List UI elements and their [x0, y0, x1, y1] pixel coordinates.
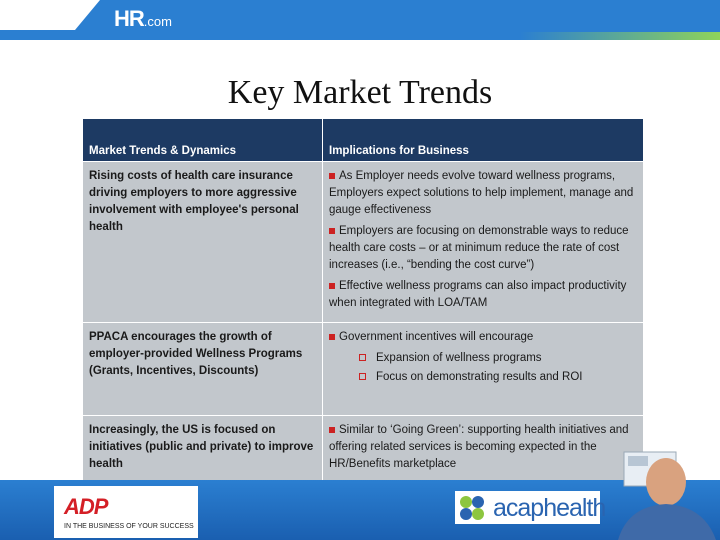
implication-point [329, 223, 637, 274]
implication-text: Employers are focusing on demonstrable ways to reduce health care costs – or at minimum reduce the rate of cost increases (i.e., “bending the cost curve”) [329, 225, 629, 271]
table-row [83, 162, 644, 323]
acaphealth-wordmark: acaphealth [493, 494, 606, 522]
hr-com-logo [114, 6, 172, 32]
trend-cell: PPACA encourages the growth of employer-provided Wellness Programs (Grants, Incentives, Discounts) [83, 323, 323, 416]
implications-cell [323, 416, 644, 484]
implication-text: Similar to ‘Going Green’: supporting health initiatives and offering related services is becoming expected in the HR/Benefits marketplace [329, 424, 629, 470]
bullet-icon [329, 334, 335, 340]
implication-point [329, 168, 637, 219]
top-banner [0, 0, 720, 40]
implications-cell [323, 162, 644, 323]
checkbox-bullet-icon [359, 373, 366, 380]
person-at-computer-image [608, 448, 720, 540]
implication-subpoint [359, 369, 637, 386]
table-row [83, 416, 644, 484]
implication-text: Government incentives will encourage [339, 331, 534, 343]
table-row [83, 323, 644, 416]
green-streak [520, 32, 720, 40]
checkbox-bullet-icon [359, 354, 366, 361]
implication-text: Effective wellness programs can also impact productivity when integrated with LOA/TAM [329, 280, 627, 309]
slide-title: Key Market Trends [227, 74, 493, 111]
bullet-icon [329, 427, 335, 433]
table-header-row [83, 119, 644, 162]
logo-main-text: HR [114, 6, 144, 31]
acaphealth-icon [457, 493, 487, 523]
implication-text: As Employer needs evolve toward wellness programs, Employers expect solutions to help implement, manage and gauge effectiveness [329, 170, 634, 216]
adp-logo-mark: ADP [64, 494, 108, 519]
implication-point [329, 329, 637, 346]
bullet-icon [329, 228, 335, 234]
implication-point [329, 278, 637, 312]
adp-tagline: IN THE BUSINESS OF YOUR SUCCESS [64, 523, 194, 530]
trend-cell: Rising costs of health care insurance driving employers to more aggressive involvement with employee's personal health [83, 162, 323, 323]
acaphealth-logo [455, 491, 606, 524]
header-trends: Market Trends & Dynamics [83, 119, 323, 162]
trends-table [83, 119, 644, 483]
implications-cell [323, 323, 644, 416]
subpoint-text: Focus on demonstrating results and ROI [376, 371, 583, 383]
adp-logo [54, 486, 198, 538]
implication-subpoint [359, 350, 637, 367]
header-implications: Implications for Business [323, 119, 644, 162]
subpoint-text: Expansion of wellness programs [376, 352, 542, 364]
bullet-icon [329, 283, 335, 289]
top-banner-tab [0, 0, 100, 30]
trend-cell: Increasingly, the US is focused on initiatives (public and private) to improve health [83, 416, 323, 484]
bullet-icon [329, 173, 335, 179]
logo-suffix-text: .com [143, 14, 172, 29]
implication-point [329, 422, 637, 473]
